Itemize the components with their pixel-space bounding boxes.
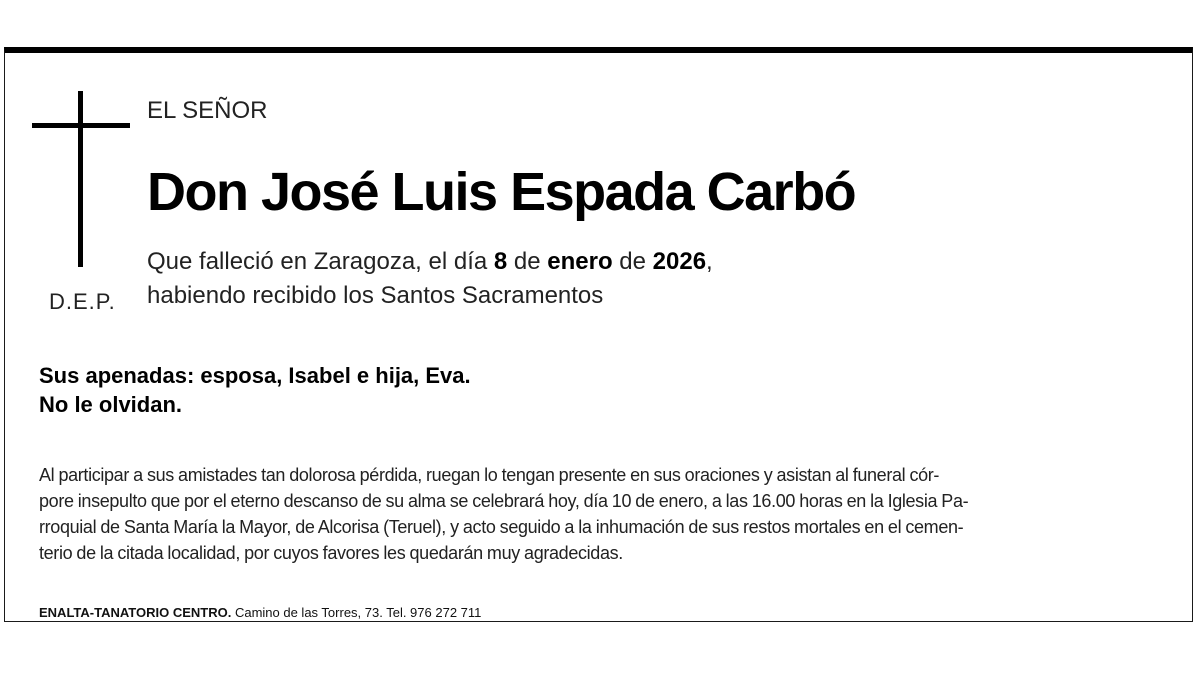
death-text-d: , [706,248,713,275]
announcement-line-1: Al participar a sus amistades tan dolorosa pérdida, ruegan lo tengan presente en sus oraciones y asistan al funeral cór- [39,465,940,485]
funeral-home-footer [39,605,481,620]
death-day: 8 [493,248,508,275]
death-year: 2026 [652,248,707,275]
death-month: enero [547,248,613,275]
funeral-home-address: Camino de las Torres, 73. Tel. 976 272 711 [231,605,482,620]
family-mourners [39,361,471,419]
cross-horizontal-bar [32,123,130,128]
cross-icon [32,91,130,267]
funeral-announcement [39,462,1179,566]
death-details [147,245,713,313]
family-line-2: No le olvidan. [39,392,183,417]
announcement-line-4: terio de la citada localidad, por cuyos favores les quedarán muy agradecidas. [39,543,623,563]
obituary-notice [4,47,1193,622]
death-text-c: de [612,248,653,275]
dep-label: D.E.P. [49,289,116,314]
deceased-name: Don José Luis Espada Carbó [147,162,856,222]
death-line-1 [147,245,713,279]
death-line-2: habiendo recibido los Santos Sacramentos [147,282,604,309]
announcement-line-2: pore insepulto que por el eterno descanso de su alma se celebrará hoy, día 10 de enero, a las 16.00 horas en la Iglesia Pa- [39,491,969,511]
announcement-line-3: rroquial de Santa María la Mayor, de Alcorisa (Teruel), y acto seguido a la inhumación de sus restos mortales en el cemen- [39,517,964,537]
family-line-1: Sus apenadas: esposa, Isabel e hija, Eva. [39,363,471,388]
death-text-b: de [507,248,548,275]
death-text-a: Que falleció en Zaragoza, el día [147,248,494,275]
funeral-home-name: ENALTA-TANATORIO CENTRO. [39,605,232,620]
title-prefix: EL SEÑOR [147,97,268,124]
cross-vertical-bar [78,91,83,267]
